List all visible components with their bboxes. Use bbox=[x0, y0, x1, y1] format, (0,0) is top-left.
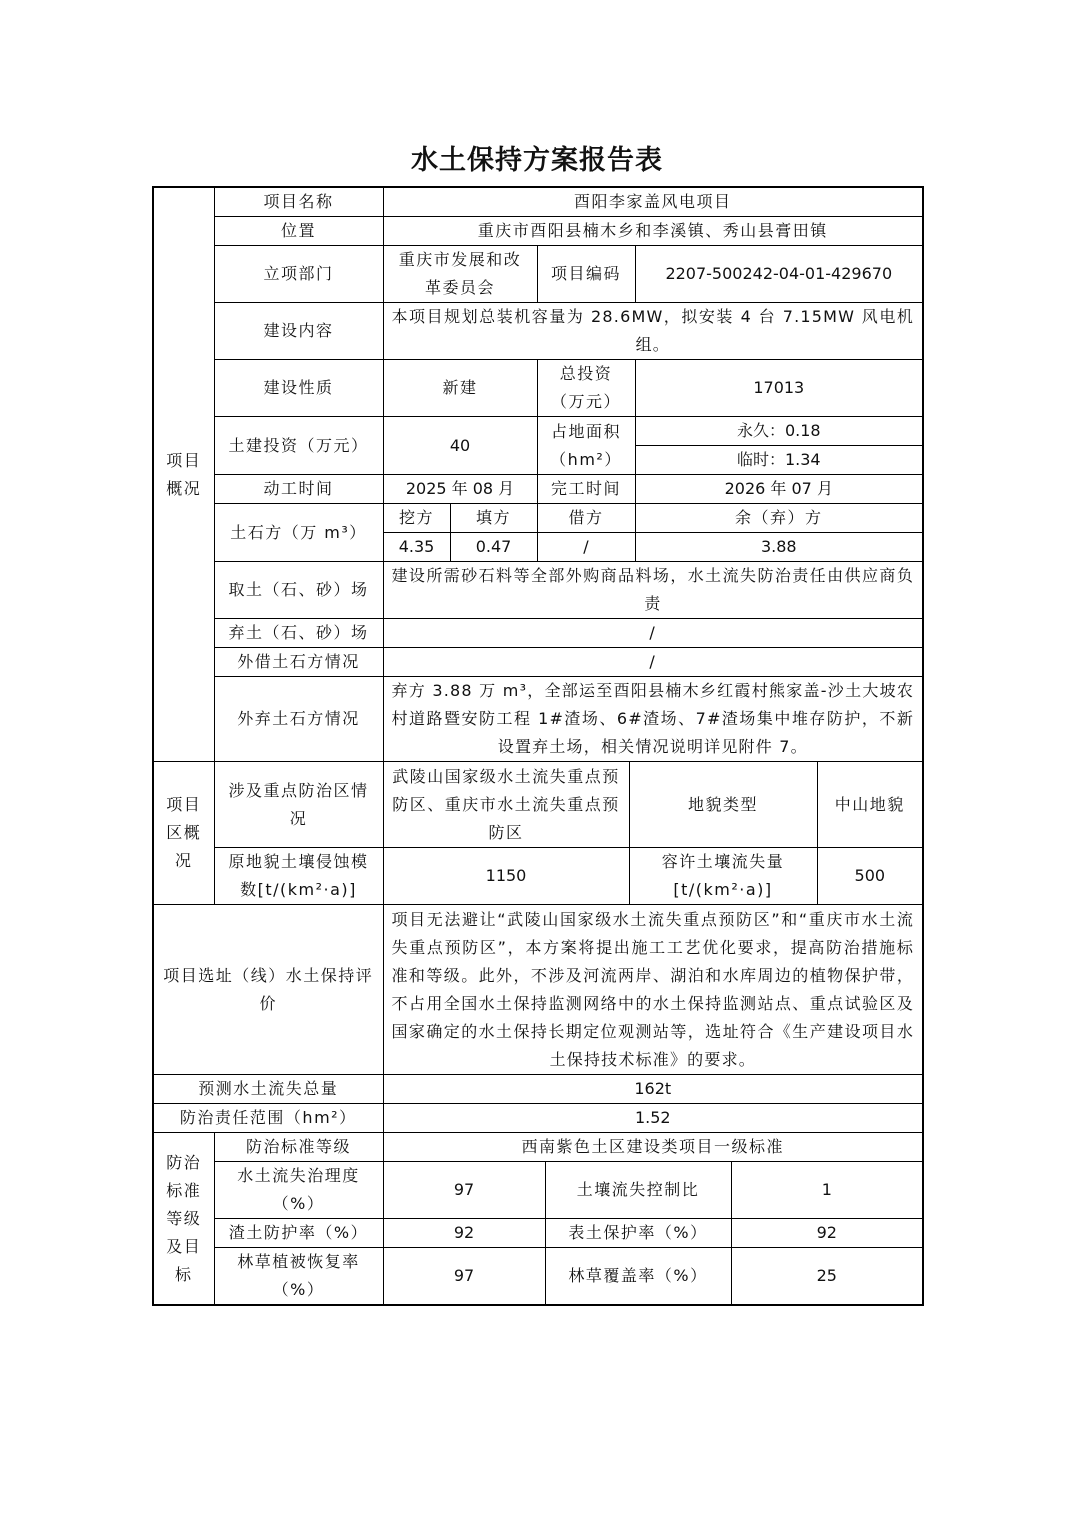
external-spoil-value: 弃方 3.88 万 m³，全部运至酉阳县楠木乡红霞村熊家盖-沙土大坡农村道路暨安防工程 1#渣场、6#渣场、7#渣场集中堆存防护，不新设置弃土场，相关情况说明详见附件 7。 bbox=[383, 677, 923, 762]
spoil-site-label: 弃土（石、砂）场 bbox=[214, 619, 383, 648]
content-value: 本项目规划总装机容量为 28.6MW，拟安装 4 台 7.15MW 风电机组。 bbox=[383, 303, 923, 360]
predicted-loss-label: 预测水土流失总量 bbox=[153, 1075, 383, 1104]
row-siting bbox=[153, 905, 923, 1075]
area-permanent: 永久：0.18 bbox=[635, 417, 923, 446]
investment-label: 总投资（万元） bbox=[537, 360, 635, 417]
row-civil-investment bbox=[153, 417, 923, 446]
treatment-rate-value: 97 bbox=[383, 1162, 545, 1219]
area-temporary: 临时：1.34 bbox=[635, 446, 923, 475]
control-ratio-value: 1 bbox=[731, 1162, 923, 1219]
row-responsibility-area bbox=[153, 1104, 923, 1133]
borrow-site-value: 建设所需砂石料等全部外购商品料场，水土流失防治责任由供应商负责 bbox=[383, 562, 923, 619]
content-label: 建设内容 bbox=[214, 303, 383, 360]
predicted-loss-value: 162t bbox=[383, 1075, 923, 1104]
siting-value: 项目无法避让“武陵山国家级水土流失重点预防区”和“重庆市水土流失重点预防区”，本方案将提出施工工艺优化要求，提高防治措施标准和等级。此外，不涉及河流两岸、湖泊和水库周边的植物保护带，不占用全国水土保持监测网络中的水土保持监测站点、重点试验区及国家确定的水土保持长期定位观测站等，选址符合《生产建设项目水土保持技术标准》的要求。 bbox=[383, 905, 923, 1075]
project-name-label: 项目名称 bbox=[214, 187, 383, 217]
earthwork-value-spoil: 3.88 bbox=[635, 533, 923, 562]
standard-value: 西南紫色土区建设类项目一级标准 bbox=[383, 1133, 923, 1162]
code-label: 项目编码 bbox=[537, 246, 635, 303]
row-vegetation bbox=[153, 1248, 923, 1306]
location-label: 位置 bbox=[214, 217, 383, 246]
row-nature bbox=[153, 360, 923, 417]
topsoil-rate-value: 92 bbox=[731, 1219, 923, 1248]
row-spoil-site bbox=[153, 619, 923, 648]
code-value: 2207-500242-04-01-429670 bbox=[635, 246, 923, 303]
vegetation-cover-label: 林草覆盖率（%） bbox=[545, 1248, 731, 1306]
slag-rate-label: 渣土防护率（%） bbox=[214, 1219, 383, 1248]
landform-value: 中山地貌 bbox=[817, 762, 923, 848]
targets-group-label: 防治标准等级及目标 bbox=[153, 1133, 214, 1306]
control-ratio-label: 土壤流失控制比 bbox=[545, 1162, 731, 1219]
finish-value: 2026 年 07 月 bbox=[635, 475, 923, 504]
allowable-label: 容许土壤流失量[t/(km²·a)] bbox=[629, 848, 817, 905]
document-title: 水土保持方案报告表 bbox=[411, 145, 663, 176]
row-dept bbox=[153, 246, 923, 303]
area-label bbox=[537, 417, 635, 475]
region-group-label: 项目区概况 bbox=[153, 762, 214, 905]
siting-label: 项目选址（线）水土保持评价 bbox=[153, 905, 383, 1075]
finish-label: 完工时间 bbox=[537, 475, 635, 504]
investment-value: 17013 bbox=[635, 360, 923, 417]
nature-value: 新建 bbox=[383, 360, 537, 417]
row-content bbox=[153, 303, 923, 360]
row-predicted-loss bbox=[153, 1075, 923, 1104]
overview-group-label: 项目概况 bbox=[153, 187, 214, 762]
erosion-value: 1150 bbox=[383, 848, 629, 905]
earthwork-label: 土石方（万 m³） bbox=[214, 504, 383, 562]
earthwork-header-fill: 填方 bbox=[450, 504, 537, 533]
allowable-value: 500 bbox=[817, 848, 923, 905]
earthwork-header-cut: 挖方 bbox=[383, 504, 450, 533]
spoil-site-value: / bbox=[383, 619, 923, 648]
row-earthwork-headers bbox=[153, 504, 923, 533]
nature-label: 建设性质 bbox=[214, 360, 383, 417]
earthwork-value-borrow: / bbox=[537, 533, 635, 562]
vegetation-cover-value: 25 bbox=[731, 1248, 923, 1306]
key-zone-label: 涉及重点防治区情况 bbox=[214, 762, 383, 848]
civil-investment-value: 40 bbox=[383, 417, 537, 475]
row-key-zone bbox=[153, 762, 923, 848]
earthwork-value-cut: 4.35 bbox=[383, 533, 450, 562]
vegetation-recovery-value: 97 bbox=[383, 1248, 545, 1306]
responsibility-area-label: 防治责任范围（hm²） bbox=[153, 1104, 383, 1133]
area-label-text: 占地面积 bbox=[550, 421, 621, 441]
topsoil-rate-label: 表土保护率（%） bbox=[545, 1219, 731, 1248]
row-external-borrow bbox=[153, 648, 923, 677]
start-value: 2025 年 08 月 bbox=[383, 475, 537, 504]
earthwork-header-borrow: 借方 bbox=[537, 504, 635, 533]
civil-investment-label: 土建投资（万元） bbox=[214, 417, 383, 475]
dept-label: 立项部门 bbox=[214, 246, 383, 303]
start-label: 动工时间 bbox=[214, 475, 383, 504]
earthwork-value-fill: 0.47 bbox=[450, 533, 537, 562]
row-project-name bbox=[153, 187, 923, 217]
row-schedule bbox=[153, 475, 923, 504]
slag-rate-value: 92 bbox=[383, 1219, 545, 1248]
row-external-spoil bbox=[153, 677, 923, 762]
row-treatment bbox=[153, 1162, 923, 1219]
vegetation-recovery-label: 林草植被恢复率（%） bbox=[214, 1248, 383, 1306]
external-borrow-value: / bbox=[383, 648, 923, 677]
landform-label: 地貌类型 bbox=[629, 762, 817, 848]
treatment-rate-label: 水土流失治理度（%） bbox=[214, 1162, 383, 1219]
earthwork-header-spoil: 余（弃）方 bbox=[635, 504, 923, 533]
responsibility-area-value: 1.52 bbox=[383, 1104, 923, 1133]
external-borrow-label: 外借土石方情况 bbox=[214, 648, 383, 677]
row-standard bbox=[153, 1133, 923, 1162]
external-spoil-label: 外弃土石方情况 bbox=[214, 677, 383, 762]
area-label-unit: （hm²） bbox=[550, 449, 622, 469]
report-table bbox=[152, 186, 924, 1306]
row-borrow-site bbox=[153, 562, 923, 619]
project-name-value: 酉阳李家盖风电项目 bbox=[383, 187, 923, 217]
row-location bbox=[153, 217, 923, 246]
row-slag bbox=[153, 1219, 923, 1248]
row-erosion bbox=[153, 848, 923, 905]
borrow-site-label: 取土（石、砂）场 bbox=[214, 562, 383, 619]
key-zone-value: 武陵山国家级水土流失重点预防区、重庆市水土流失重点预防区 bbox=[383, 762, 629, 848]
standard-label: 防治标准等级 bbox=[214, 1133, 383, 1162]
location-value: 重庆市酉阳县楠木乡和李溪镇、秀山县膏田镇 bbox=[383, 217, 923, 246]
dept-value: 重庆市发展和改革委员会 bbox=[383, 246, 537, 303]
erosion-label: 原地貌土壤侵蚀模数[t/(km²·a)] bbox=[214, 848, 383, 905]
